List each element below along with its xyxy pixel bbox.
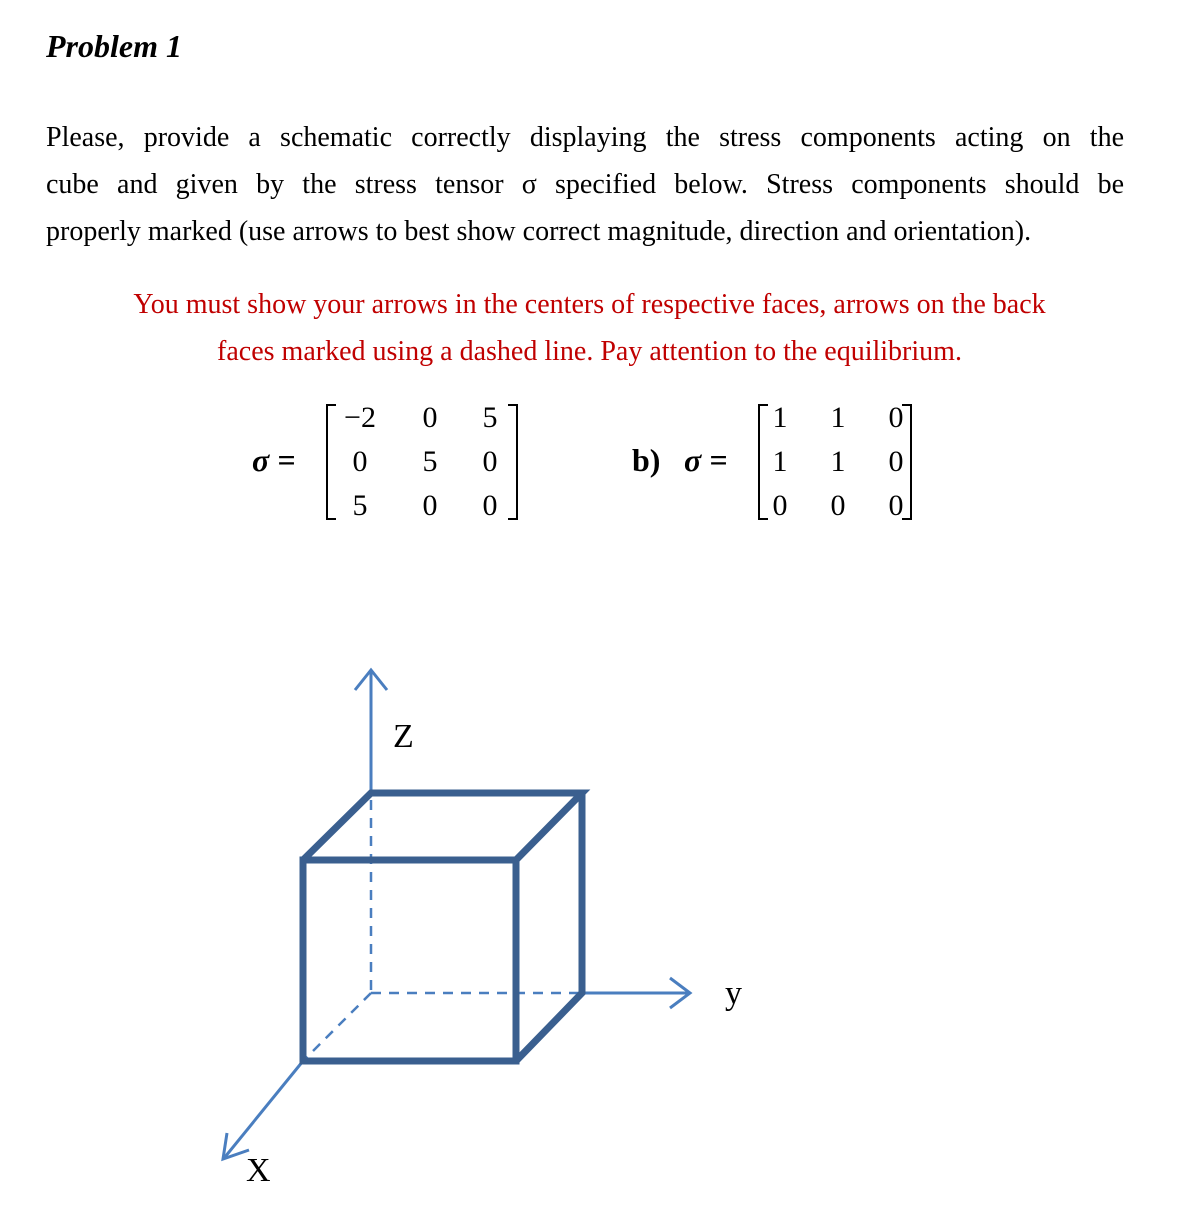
instructions-line-3: properly marked (use arrows to best show correct magnitude, direction and orientation).	[46, 216, 1032, 247]
matrix-b-cell: 1	[772, 445, 788, 478]
matrix-a-cell: 5	[422, 445, 438, 478]
problem-title: Problem 1	[46, 28, 182, 64]
warning-line-2: faces marked using a dashed line. Pay attention to the equilibrium.	[217, 336, 962, 367]
matrix-a-cell: 5	[352, 489, 368, 522]
matrix-a-cell: −2	[344, 401, 376, 434]
z-axis-label: Z	[393, 718, 414, 755]
matrix-b-cell: 1	[830, 401, 846, 434]
matrix-b-cell: 0	[830, 489, 846, 522]
instructions-line-2: cube and given by the stress tensor σ specified below. Stress components should be	[46, 169, 1124, 200]
equation-b-prefix: b)	[632, 442, 661, 478]
matrix-b-cell: 0	[888, 445, 904, 478]
x-axis	[225, 1061, 303, 1157]
matrix-a-cell: 5	[482, 401, 498, 434]
equation-a-lhs: σ =	[252, 442, 296, 478]
matrix-a-cell: 0	[482, 489, 498, 522]
x-axis-label: X	[246, 1152, 271, 1189]
matrix-b-cell: 1	[830, 445, 846, 478]
warning-line-1: You must show your arrows in the centers of respective faces, arrows on the back	[133, 289, 1046, 320]
cube-top-face	[303, 793, 582, 860]
y-axis-label: y	[725, 975, 742, 1012]
instructions-line-1: Please, provide a schematic correctly displaying the stress components acting on the	[46, 122, 1124, 153]
cube-right-face	[516, 793, 582, 1061]
matrix-b-cell: 0	[888, 489, 904, 522]
cube-front-face	[303, 860, 516, 1061]
equation-b-lhs: σ =	[684, 442, 728, 478]
x-axis-hidden	[303, 993, 371, 1061]
matrix-b-cell: 1	[772, 401, 788, 434]
matrix-a-cell: 0	[422, 489, 438, 522]
matrix-a-cell: 0	[482, 445, 498, 478]
matrix-a-cell: 0	[352, 445, 368, 478]
matrix-a-cell: 0	[422, 401, 438, 434]
matrix-b-cell: 0	[888, 401, 904, 434]
matrix-b-cell: 0	[772, 489, 788, 522]
